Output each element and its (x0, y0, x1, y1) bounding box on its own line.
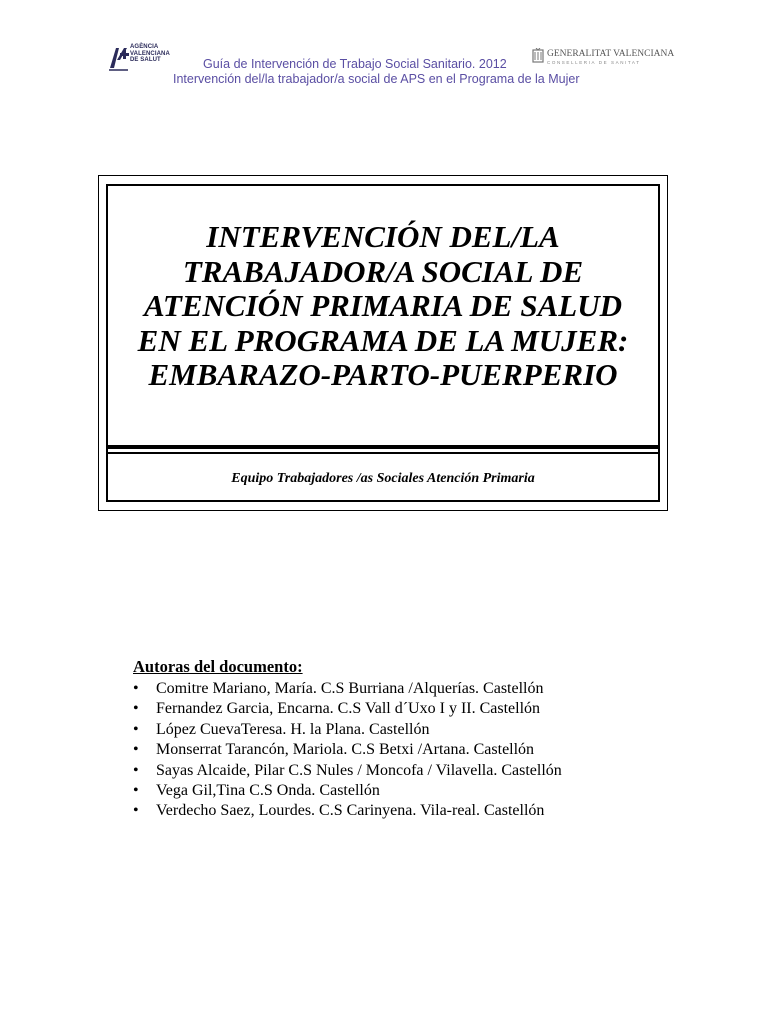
gv-emblem-icon (531, 48, 545, 66)
author-entry: López CuevaTeresa. H. la Plana. Castellón (156, 720, 430, 738)
author-entry: Vega Gil,Tina C.S Onda. Castellón (156, 782, 380, 800)
title-line: TRABAJADOR/A SOCIAL DE (182, 253, 584, 289)
document-subtitle: Equipo Trabajadores /as Sociales Atención Primaria (231, 471, 535, 486)
bullet-icon: • (133, 700, 139, 718)
logo-right-subtext: CONSELLERIA DE SANITAT (547, 60, 641, 65)
title-line: EN EL PROGRAMA DE LA MUJER: (137, 322, 629, 358)
bullet-icon: • (133, 680, 139, 697)
header-guide-subtitle: Intervención del/la trabajador/a social de APS en el Programa de la Mujer (173, 72, 580, 86)
bullet-icon: • (133, 761, 139, 779)
bullet-icon: • (133, 741, 139, 759)
title-line: EMBARAZO-PARTO-PUERPERIO (148, 357, 618, 392)
bullet-icon: • (133, 782, 139, 800)
header-guide-title: Guía de Intervención de Trabajo Social Sanitario. 2012 (203, 57, 507, 71)
author-entry: Monserrat Tarancón, Mariola. C.S Betxi /Artana. Castellón (156, 741, 535, 759)
bullet-icon: • (133, 802, 139, 820)
authors-heading: Autoras del documento: (133, 657, 303, 676)
logo-right-text: GENERALITAT VALENCIANA (547, 49, 675, 59)
authors-list (133, 679, 562, 822)
list-item (133, 679, 562, 699)
title-divider-thin (106, 452, 660, 454)
list-item (133, 720, 562, 740)
author-entry: Verdecho Saez, Lourdes. C.S Carinyena. Vila-real. Castellón (156, 802, 545, 820)
author-entry: Sayas Alcaide, Pilar C.S Nules / Moncofa / Vilavella. Castellón (156, 761, 562, 779)
agencia-valenciana-salut-logo (108, 44, 174, 80)
author-entry: Comitre Mariano, María. C.S Burriana /Alquerías. Castellón (156, 680, 544, 697)
avs-mark-icon (108, 44, 130, 72)
list-item (133, 761, 562, 781)
title-divider-thick (106, 445, 660, 449)
title-line: ATENCIÓN PRIMARIA DE SALUD (143, 288, 623, 323)
title-line: INTERVENCIÓN DEL/LA (206, 219, 560, 254)
list-item (133, 781, 562, 801)
generalitat-valenciana-logo (531, 48, 675, 70)
bullet-icon: • (133, 720, 139, 738)
list-item (133, 699, 562, 719)
list-item (133, 801, 562, 821)
list-item (133, 740, 562, 760)
document-title (118, 220, 648, 393)
logo-left-text: AGÈNCIA VALENCIANA DE SALUT (130, 44, 170, 64)
author-entry: Fernandez Garcia, Encarna. C.S Vall d´Uxo I y II. Castellón (156, 700, 541, 718)
